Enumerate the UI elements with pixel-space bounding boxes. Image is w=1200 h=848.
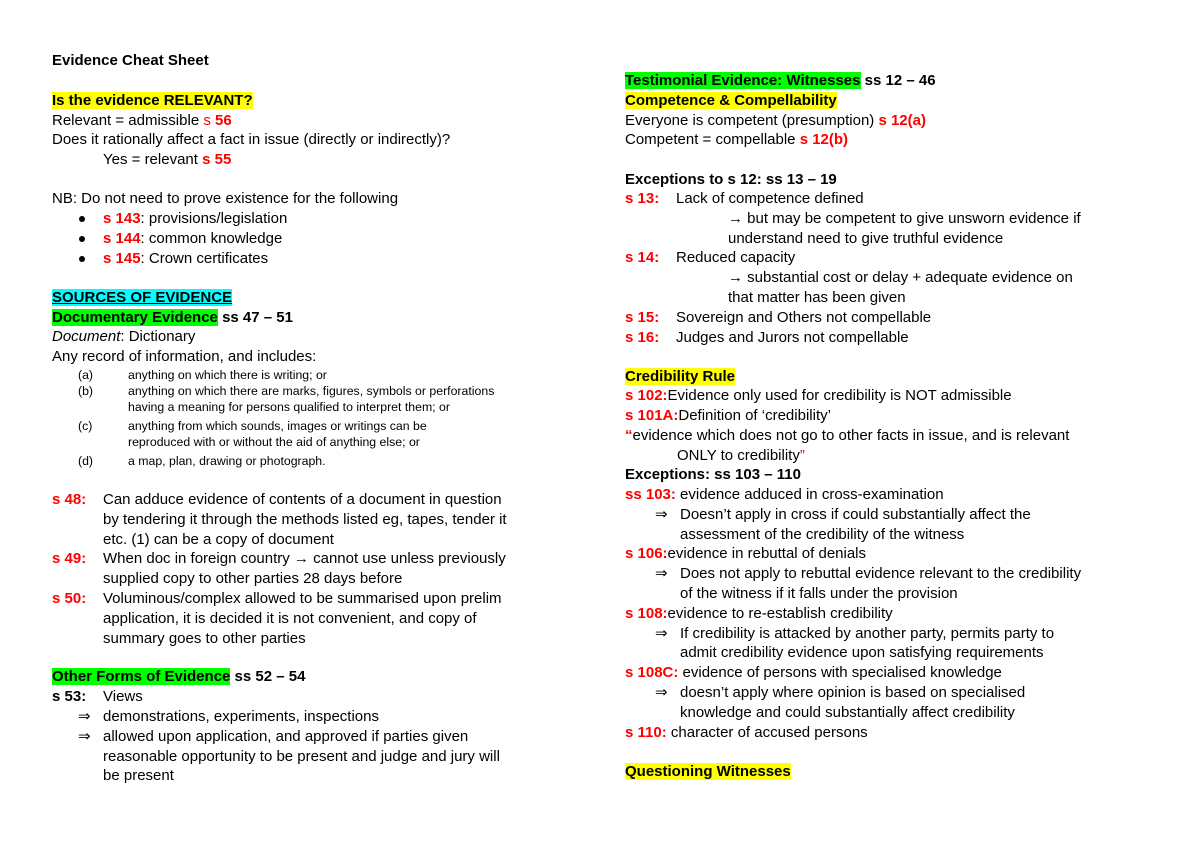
double-arrow-icon: ⇒ [655,565,668,583]
any-record-line: Any record of information, and includes: [52,348,317,365]
section-ref: s 16: [625,328,660,346]
section-text-line: When doc in foreign country → cannot use unless previously [103,550,506,568]
section-text-line: application, it is decided it is not convenient, and copy of [103,609,477,627]
s53-item-line: reasonable opportunity to be present and judge and jury will [103,747,500,765]
record-item-line: a map, plan, drawing or photograph. [128,454,326,468]
exception-text: Sovereign and Others not compellable [676,308,932,326]
s102-line: s 102:Evidence only used for credibility is NOT admissible [625,387,1012,404]
credibility-item [625,663,1002,683]
section-ref: s 106: [625,545,668,563]
double-arrow-icon: ⇒ [655,684,668,701]
section-ref: ss 103: [625,486,676,503]
credibility-item [625,723,868,743]
exception-text: Lack of competence defined [676,190,864,207]
exception-text: Reduced capacity [676,249,796,267]
section-ref: s 143 [103,210,141,227]
section-text-line: summary goes to other parties [103,629,306,647]
record-item-line: reproduced with or without the aid of anything else; or [128,434,420,449]
item-text: evidence adduced in cross-examination [675,486,944,503]
exception-sub-line: that matter has been given [728,289,906,306]
item-text: evidence to re-establish credibility [667,604,893,622]
documentary-heading: Documentary Evidence ss 47 – 51 [52,309,293,326]
exception-sub-line: understand need to give truthful evidence [728,229,1004,247]
nb-list-item [103,249,268,269]
record-item-line: anything from which sounds, images or writings can be [128,419,427,433]
credibility-item [625,604,893,624]
item-text: : Crown certificates [140,250,269,267]
relevant-line-3: Yes = relevant s 55 [103,151,232,168]
section-ref: s 14: [625,249,660,267]
exception-sub-line: → but may be competent to give unsworn evidence if [728,209,1081,227]
exception-text: Judges and Jurors not compellable [676,328,909,346]
credibility-quote-line-1: “evidence which does not go to other facts in issue, and is relevant [625,427,1070,444]
section-ref: s 145 [103,250,141,267]
s53-line: s 53: Views [52,688,143,705]
record-item-line: having a meaning for persons qualified to interpret them; or [128,399,450,414]
credibility-sub-line: doesn’t apply where opinion is based on specialised [680,684,1026,701]
exceptions-heading: Exceptions to s 12: ss 13 – 19 [625,171,837,188]
s53-item-line: be present [103,767,174,785]
section-ref: s 108C: [625,664,679,682]
bullet-dot [79,216,85,222]
credibility-item [625,485,944,505]
section-text-line: supplied copy to other parties 28 days before [103,570,403,588]
record-marker: (c) [78,419,93,433]
credibility-sub-line: If credibility is attacked by another party, permits party to [680,624,1055,642]
s101a-line: s 101A:Definition of ‘credibility’ [625,407,831,424]
credibility-sub-line: Doesn’t apply in cross if could substantially affect the [680,505,1031,523]
bullet-dot [79,236,85,242]
section-ref: s 13: [625,190,660,207]
credibility-heading: Credibility Rule [625,368,736,385]
section-ref: s 49: [52,550,87,568]
credibility-sub-line: knowledge and could substantially affect credibility [680,703,1015,721]
section-text-line: Voluminous/complex allowed to be summarised upon prelim [103,590,502,607]
credibility-item [625,544,866,564]
item-text: : provisions/legislation [140,210,288,227]
page-title: Evidence Cheat Sheet [52,52,209,69]
exception-sub-line: → substantial cost or delay + adequate evidence on [728,269,1073,287]
credibility-sub-line: Does not apply to rebuttal evidence relevant to the credibility [680,565,1082,583]
section-ref: s 15: [625,308,660,326]
record-item-line: anything on which there are marks, figures, symbols or perforations [128,384,495,398]
testimonial-heading: Testimonial Evidence: Witnesses ss 12 – 46 [625,72,936,89]
credibility-sub-line: admit credibility evidence upon satisfying requirements [680,644,1044,662]
bullet-dot [79,256,85,262]
s53-item-line: allowed upon application, and approved if parties given [103,727,469,745]
item-text: : common knowledge [140,230,283,247]
item-text: evidence in rebuttal of denials [667,545,867,563]
record-item-line: anything on which there is writing; or [128,368,327,382]
double-arrow-icon: ⇒ [78,708,91,725]
section-text-line: etc. (1) can be a copy of document [103,530,334,548]
item-text: evidence of persons with specialised knowledge [678,664,1002,682]
section-ref: s 110: [625,723,667,741]
section-ref: s 48: [52,491,87,508]
credibility-sub-line: assessment of the credibility of the witness [680,525,965,543]
section-ref: s 108: [625,604,668,622]
credibility-sub-line: of the witness if it falls under the provision [680,585,958,602]
relevant-line-2: Does it rationally affect a fact in issue (directly or indirectly)? [52,131,451,148]
competence-line-2: Competent = compellable s 12(b) [625,131,849,148]
record-marker: (a) [78,368,94,382]
credibility-quote-line-2: ONLY to credibility” [677,447,805,464]
nb-list-item [103,229,282,249]
credibility-exceptions-heading: Exceptions: ss 103 – 110 [625,466,801,483]
relevant-line-1: Relevant = admissible s 56 [52,112,232,129]
sources-heading: SOURCES OF EVIDENCE [52,289,233,306]
record-marker: (d) [78,454,94,468]
double-arrow-icon: ⇒ [655,624,668,642]
item-text: character of accused persons [666,723,868,741]
other-forms-heading: Other Forms of Evidence ss 52 – 54 [52,668,306,685]
record-marker: (b) [78,384,94,398]
document-definition: Document: Dictionary [52,328,196,345]
competence-line-1: Everyone is competent (presumption) s 12(a) [625,112,926,129]
s53-item-line: demonstrations, experiments, inspections [103,708,379,725]
competence-heading: Competence & Compellability [625,92,837,109]
relevant-heading: Is the evidence RELEVANT? [52,92,253,109]
nb-list-item [103,209,287,229]
section-text-line: Can adduce evidence of contents of a document in question [103,491,502,508]
nb-line: NB: Do not need to prove existence for the following [52,190,399,207]
double-arrow-icon: ⇒ [78,727,91,745]
double-arrow-icon: ⇒ [655,505,668,523]
section-text-line: by tendering it through the methods listed eg, tapes, tender it [103,510,507,528]
questioning-heading: Questioning Witnesses [625,763,791,780]
section-ref: s 50: [52,590,87,607]
section-ref: s 144 [103,230,141,247]
